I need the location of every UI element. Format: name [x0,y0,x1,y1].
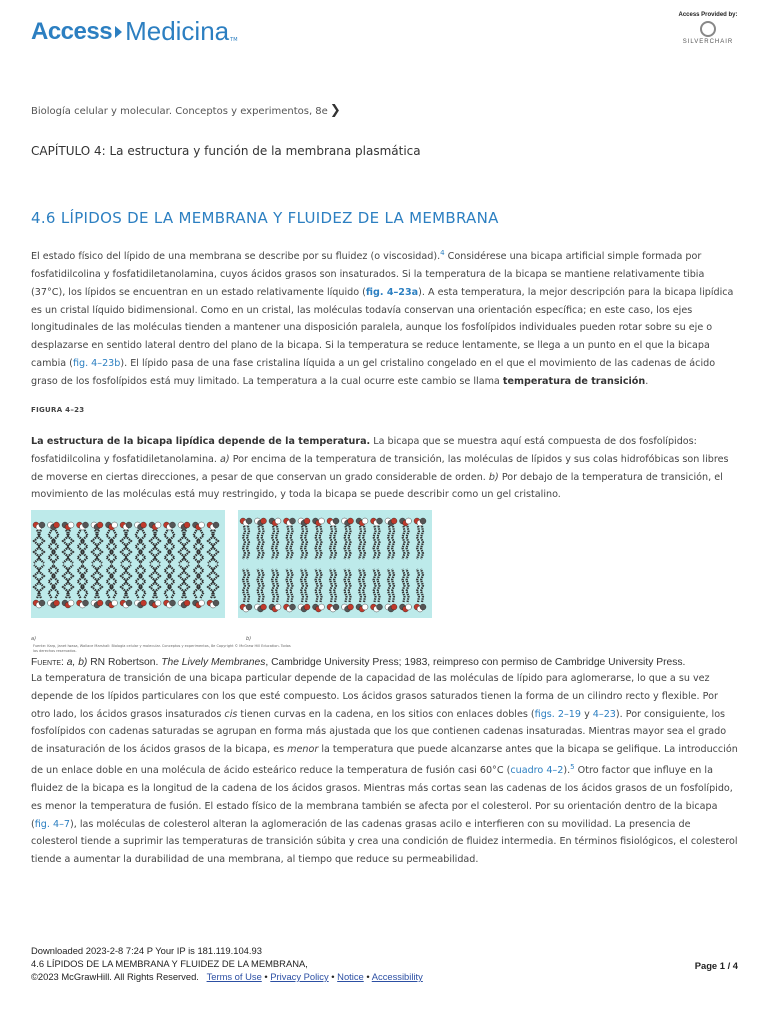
text-run: ). El lípido pasa de una fase cristalina líquida a un gel cristalino congelado en el que el movimiento de las cadenas de ácido graso de los fosfolípidos está muy limitado. La temperatura a la cual ocurre este cambio se llama [31,357,716,387]
lipid-head [155,522,161,528]
lipid-tail [316,569,318,602]
lipid-tail [272,569,274,602]
lipid-head [319,604,325,610]
bilayer-fluid-panel [31,510,225,618]
lipid-tail [183,565,189,598]
lipid-tail [407,526,409,559]
lipid-tail [320,526,322,559]
fig-4-7-link[interactable]: fig. 4–7 [34,818,70,830]
lipid-head [83,522,89,528]
fig-4-23a-link[interactable]: fig. 4–23a [365,286,419,298]
lipid-head [275,604,281,610]
lipid-head [199,522,205,528]
lipid-tail [316,526,318,559]
logo-access-text: Access [31,17,113,45]
figure-label: FIGURA 4–23 [31,406,85,414]
lipid-tail [165,565,171,598]
page-number: Page 1 / 4 [694,960,738,971]
figure-source [31,657,685,668]
lipid-tail [198,565,204,598]
caption-b-marker: b) [488,471,499,483]
lipid-tail [183,530,189,563]
lipid-tail [363,526,365,559]
text-run: tienen curvas en la cadena, en los sitios con enlaces dobles ( [237,708,535,720]
lipid-head [170,600,176,606]
lipid-tail [276,569,278,602]
lipid-tail [305,526,307,559]
lipid-tail [111,530,117,563]
lipid-tail [111,565,117,598]
source-label: Fuente: [31,657,64,668]
lipid-tail [169,565,175,598]
footnote-ref-4[interactable]: 4 [440,249,445,257]
lipid-tail [417,569,419,602]
lipid-tail [320,569,322,602]
lipid-tail [392,569,394,602]
lipid-head [97,600,103,606]
lipid-tail [212,530,218,563]
lipid-tail [262,526,264,559]
lipid-tail [258,526,260,559]
caption-a-marker: a) [220,453,230,465]
text-run: La temperatura de transición de una bicapa particular depende de la capacidad de las moléculas de lípido para aglomerarse, lo que a su vez depende de los lípidos particulares con los que esté compuesto. Los ácidos grasos saturados tienen la forma de un cilindro recto y flexible. Por otro lado, los ácidos grasos insaturados [31,673,718,720]
lipid-tail [212,565,218,598]
lipid-tail [407,569,409,602]
lipid-head [333,604,339,610]
text-run: , Cambridge University Press; 1983, reimpreso con permiso de Cambridge University Press. [265,657,686,668]
lipid-tail [165,530,171,563]
lipid-tail [403,569,405,602]
lipid-head [391,518,397,524]
lipid-tail [388,526,390,559]
lipid-tail [301,569,303,602]
access-medicina-logo[interactable] [31,16,238,47]
chevron-right-icon: ❯ [329,103,341,118]
lipid-head [126,600,132,606]
lipid-head [112,600,118,606]
lipid-tail [82,530,88,563]
lipid-head [141,522,147,528]
lipid-tail [345,569,347,602]
lipid-head [333,518,339,524]
panel-a-label: a) [31,636,37,642]
notice-link[interactable]: Notice [337,971,364,982]
lipid-head [141,600,147,606]
lipid-head [213,522,219,528]
book-title-link[interactable]: Biología celular y molecular. Conceptos y experimentos, 8e [31,106,328,117]
lipid-tail [363,569,365,602]
lipid-tail [78,565,84,598]
lipid-tail [125,530,131,563]
lipid-tail [38,530,44,563]
lipid-tail [388,569,390,602]
text-run: ). Por consiguiente, los fosfolípidos con cadenas saturadas se agrupan en forma más ajustada que los que contienen cadenas insaturadas. Mientras mayor sea el grado de insaturación de los ácidos grasos de la bicapa, es [31,708,727,756]
lipid-tail [53,530,59,563]
lipid-tail [276,526,278,559]
lipid-head [97,522,103,528]
text-run: La bicapa que se muestra aquí está compuesta de dos fosfolípidos: fosfatidilcolina y fosfatidiletanolamina. [31,436,697,465]
lipid-head [184,522,190,528]
lipid-tail [330,569,332,602]
figs-2-19-link[interactable]: figs. 2–19 [534,708,582,720]
lipid-tail [349,526,351,559]
lipid-tail [140,530,146,563]
lipid-head [377,604,383,610]
lipid-head [246,604,252,610]
lipid-tail [262,569,264,602]
panel-b-label: b) [246,636,252,642]
terms-of-use-link[interactable]: Terms of Use [206,971,262,982]
lipid-tail [194,565,200,598]
lipid-tail [287,526,289,559]
lipid-tail [169,530,175,563]
lipid-tail [154,565,160,598]
caption-heading: La estructura de la bicapa lipídica depende de la temperatura. [31,436,371,447]
lipid-tail [334,526,336,559]
text-run: y [581,708,593,720]
body-paragraph-2 [31,670,739,869]
lipid-tail [53,565,59,598]
cuadro-4-2-link[interactable]: cuadro 4–2 [510,765,564,777]
provider-name: SILVERCHAIR [682,39,734,45]
lipid-tail [301,526,303,559]
lipid-head [213,600,219,606]
footer-downloaded: Downloaded 2023-2-8 7:24 P Your IP is 181.119.104.93 [31,945,262,956]
provider-label: Access Provided by: [678,12,738,18]
lipid-head [391,604,397,610]
lipid-tail [154,530,160,563]
lipid-head [348,518,354,524]
bilayer-gel-panel [238,510,432,618]
source-book-title: The Lively Membranes [161,657,266,668]
lipid-head [170,522,176,528]
source-panels: a, b) [66,657,88,668]
lipid-tail [125,565,131,598]
lipid-tail [305,569,307,602]
lipid-tail [136,565,142,598]
lipid-head [68,522,74,528]
text-run: Considérese una bicapa artificial simple formada por fosfatidilcolina y fosfatidiletanolamina, cuyos ácidos grasos son insaturados. Si la temperatura de la bicapa se mantiene relativamente tibia (37°C), los lípidos se encuentran en un estado relativamente líquido ( [31,251,705,298]
lipid-tail [421,569,423,602]
lipid-tail [96,530,102,563]
lipid-head [54,522,60,528]
lipid-head [246,518,252,524]
lipid-tail [334,569,336,602]
lipid-tail [247,569,249,602]
lipid-tail [38,565,44,598]
book-breadcrumb[interactable] [31,103,341,118]
lipid-head [39,600,45,606]
footer-copyright: ©2023 McGrawHill. All Rights Reserved. [31,971,199,982]
lipid-head [261,518,267,524]
lipid-head [184,600,190,606]
footer-bullet: • [366,971,370,982]
text-run: Por encima de la temperatura de transición, las moléculas de lípidos y sus colas hidrofóbicas son libres de moverse en ciertas direcciones, a pesar de que conservan un grado considerable de orden. [31,453,729,483]
lipid-tail [258,569,260,602]
text-run: El estado físico del lípido de una membrana se describe por su fluidez (o viscosidad). [31,251,441,263]
footer-bullet: • [264,971,268,982]
lipid-head [199,600,205,606]
text-run: . [645,375,649,387]
lipid-tail [78,530,84,563]
lipid-head [261,604,267,610]
lipid-head [362,604,368,610]
lipid-tail [49,565,55,598]
lipid-tail [136,530,142,563]
logo-tm: TM [230,37,238,43]
lipid-head [39,522,45,528]
figure-caption [31,433,739,504]
figure-credit: Fuente: Karp, Janet Iwasa, Wallace Marshall: Biología celular y molecular. Conceptos y experimentos, 8e Copyright © McGraw Hill Education. Todos los derechos reservados. [33,644,291,653]
lipid-tail [49,530,55,563]
lipid-head [406,518,412,524]
lipid-tail [243,526,245,559]
lipid-head [304,518,310,524]
lipid-tail [82,565,88,598]
lipid-head [348,604,354,610]
lipid-tail [345,526,347,559]
logo-arrow-icon [115,26,122,38]
lipid-tail [272,526,274,559]
lipid-head [126,522,132,528]
lipid-tail [198,530,204,563]
lipid-tail [243,569,245,602]
lipid-tail [421,526,423,559]
footnote-ref-5[interactable]: 5 [570,762,575,771]
lipid-tail [247,526,249,559]
lipid-tail [359,569,361,602]
chapter-title: CAPÍTULO 4: La estructura y función de la membrana plasmática [31,144,421,158]
footer-title: 4.6 LÍPIDOS DE LA MEMBRANA Y FLUIDEZ DE LA MEMBRANA, [31,958,308,969]
logo-medicina-text: Medicina [125,16,230,46]
text-run: Por debajo de la temperatura de transición, el movimiento de las moléculas está muy restringido, y toda la bicapa se puede describir como un gel cristalino. [31,471,723,501]
footer-links-row [31,970,741,983]
lipid-head [112,522,118,528]
lipid-head [319,518,325,524]
lipid-head [304,604,310,610]
lipid-head [290,518,296,524]
text-run: la temperatura que puede alcanzarse antes que la bicapa se gelifique. La introducción de un enlace doble en una molécula de ácido esteárico reduce la temperatura de fusión casi 60°C ( [31,744,738,777]
section-title: 4.6 LÍPIDOS DE LA MEMBRANA Y FLUIDEZ DE LA MEMBRANA [31,209,499,227]
lipid-tail [330,526,332,559]
accessibility-link[interactable]: Accessibility [371,971,423,982]
lipid-head [377,518,383,524]
italic-cis: cis [224,708,238,720]
privacy-policy-link[interactable]: Privacy Policy [270,971,329,982]
lipid-tail [403,526,405,559]
italic-menor: menor [287,744,319,756]
fig-4-23-link[interactable]: 4–23 [592,708,616,720]
lipid-tail [374,569,376,602]
silverchair-logo-icon [700,21,716,37]
lipid-head [362,518,368,524]
lipid-tail [359,526,361,559]
lipid-tail [194,530,200,563]
footer-bullet: • [331,971,335,982]
lipid-head [155,600,161,606]
text-run: ), las moléculas de colesterol alteran la aglomeración de las cadenas grasas acilo e interfieren con su movilidad. La presencia de colesterol tiende a suprimir las temperaturas de transición súbita y crea una condición de fluidez intermedia. En términos fisiológicos, el colesterol tiende a aumentar la durabilidad de una membrana, al tiempo que reduce su permeabilidad. [31,818,738,866]
lipid-tail [349,569,351,602]
text-run: Otro factor que influye en la fluidez de la bicapa es la longitud de la cadena de los ácidos grasos. Mientras más cortas sean las cadenas de los ácidos grasos de un fosfolípido, es menor la temperatura de fusión. El estado físico de la membrana también se afecta por el colesterol. Por su orientación dentro de la bicapa ( [31,765,733,830]
lipid-head [406,604,412,610]
lipid-tail [378,526,380,559]
text-run: ). A esta temperatura, la mejor descripción para la bicapa lipídica es un cristal líquido bidimensional. Como en un cristal, las moléculas todavía conservan una orientación específica; en este caso, los ejes longitudinales de las moléculas tienden a mantener una disposición paralela, aunque los fosfolípidos individuales pueden rotar sobre su eje o desplazarse en sentido lateral dentro del plano de la bicapa. Si la temperatura se reduce lentamente, se llega a un punto en el que la bicapa cambia ( [31,286,734,369]
lipid-tail [392,526,394,559]
lipid-head [54,600,60,606]
text-run: RN Robertson. [87,657,162,668]
lipid-tail [374,526,376,559]
lipid-tail [291,569,293,602]
lipid-tail [107,530,113,563]
lipid-tail [67,530,73,563]
body-paragraph-1 [31,245,739,391]
lipid-tail [67,565,73,598]
lipid-head [275,518,281,524]
provider-block [678,12,738,45]
lipid-head [420,518,426,524]
page-footer [31,944,741,983]
lipid-head [68,600,74,606]
text-run: ). [563,765,571,777]
lipid-tail [417,526,419,559]
lipid-head [290,604,296,610]
lipid-head [420,604,426,610]
lipid-tail [287,569,289,602]
lipid-tail [96,565,102,598]
keyword-transition-temperature: temperatura de transición [502,375,646,387]
lipid-tail [378,569,380,602]
lipid-head [83,600,89,606]
lipid-tail [291,526,293,559]
fig-4-23b-link[interactable]: fig. 4–23b [72,357,121,369]
lipid-tail [107,565,113,598]
lipid-tail [140,565,146,598]
